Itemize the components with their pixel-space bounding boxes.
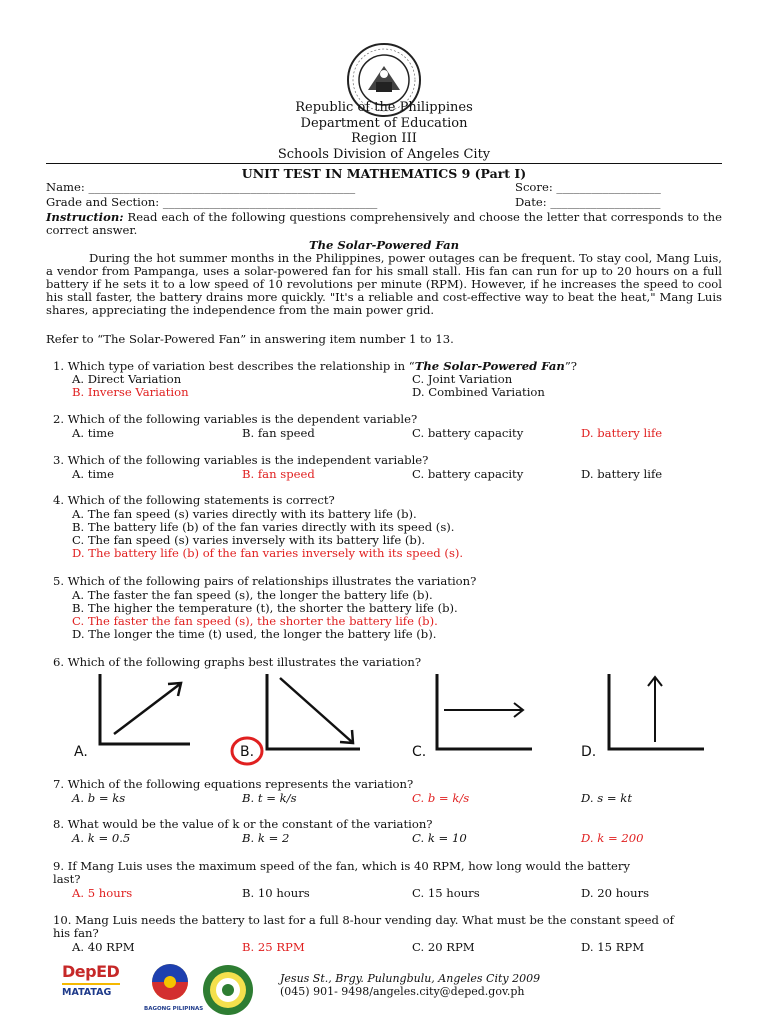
q1-story-ref: The Solar-Powered Fan xyxy=(414,359,565,373)
q6-graph-a-direct[interactable] xyxy=(96,672,192,748)
story-title: The Solar-Powered Fan xyxy=(308,238,460,252)
q8-option-b[interactable]: B. k = 2 xyxy=(242,831,290,845)
q4-option-c[interactable]: C. The fan speed (s) varies inversely with its battery life (b). xyxy=(72,533,426,547)
grade-section-field[interactable]: Grade and Section: _____________________________________ xyxy=(46,195,378,209)
q1-option-c[interactable]: C. Joint Variation xyxy=(412,372,513,386)
q9-option-c[interactable]: C. 15 hours xyxy=(412,886,480,900)
q8-option-d[interactable]: D. k = 200 xyxy=(581,831,644,845)
q1-option-a[interactable]: A. Direct Variation xyxy=(72,372,182,386)
question-4: 4. Which of the following statements is correct? xyxy=(53,493,335,507)
q2-option-c[interactable]: C. battery capacity xyxy=(412,426,524,440)
q1-text: 1. Which type of variation best describes the relationship in “ xyxy=(53,359,415,373)
q10-option-d[interactable]: D. 15 RPM xyxy=(581,940,645,954)
question-7: 7. Which of the following equations represents the variation? xyxy=(53,777,414,791)
q2-option-a[interactable]: A. time xyxy=(72,426,114,440)
q4-option-a[interactable]: A. The fan speed (s) varies directly with its battery life (b). xyxy=(72,507,417,521)
q4-option-d[interactable]: D. The battery life (b) of the fan varies inversely with its speed (s). xyxy=(72,546,464,560)
division-seal xyxy=(202,964,254,1016)
question-10: 10. Mang Luis needs the battery to last for a full 8-hour vending day. What must be the constant speed of xyxy=(53,913,674,927)
q6-option-b[interactable]: B. xyxy=(240,744,255,760)
deped-logo-text: DepED xyxy=(62,962,120,981)
deped-matatag-logo xyxy=(62,962,120,1010)
story-text: During the hot summer months in the Philippines, power outages can be frequent. To stay cool, Mang Luis, a vendor from Pampanga, uses a solar-powered fan for his small stall. His fan can run for up to 20 hours on a full battery if he sets it to a low speed of 10 revolutions per minute (RPM). However, if he increases the speed to cool his stall faster, the battery drains more quickly. "It's a reliable and cost-effective way to beat the heat," Mang Luis shares, appreciating the independence from the main power grid. xyxy=(46,251,722,317)
q6-graph-b-inverse[interactable] xyxy=(262,672,366,752)
instruction xyxy=(46,211,722,237)
name-field[interactable]: Name: ______________________________________________ xyxy=(46,180,356,194)
q1-text-end: ”? xyxy=(564,359,577,373)
footer-address: Jesus St., Brgy. Pulungbulu, Angeles City 2009 xyxy=(280,972,541,985)
instruction-label: Instruction: xyxy=(46,210,124,224)
q4-option-b[interactable]: B. The battery life (b) of the fan varies directly with its speed (s). xyxy=(72,520,455,534)
q9-option-a[interactable]: A. 5 hours xyxy=(72,886,133,900)
q6-option-d[interactable]: D. xyxy=(581,744,597,760)
q1-option-b[interactable]: B. Inverse Variation xyxy=(72,385,189,399)
footer-contact[interactable]: (045) 901- 9498/angeles.city@deped.gov.ph xyxy=(280,985,525,998)
bagong-pilipinas-logo xyxy=(144,962,204,1014)
refer-text: Refer to “The Solar-Powered Fan” in answering item number 1 to 13. xyxy=(46,332,454,346)
q5-option-b[interactable]: B. The higher the temperature (t), the shorter the battery life (b). xyxy=(72,601,458,615)
q5-option-d[interactable]: D. The longer the time (t) used, the longer the battery life (b). xyxy=(72,627,437,641)
q10-option-b[interactable]: B. 25 RPM xyxy=(242,940,305,954)
instruction-text: Read each of the following questions comprehensively and choose the letter that corresponds to the correct answer. xyxy=(46,210,722,237)
q2-option-d[interactable]: D. battery life xyxy=(581,426,663,440)
q9-option-d[interactable]: D. 20 hours xyxy=(581,886,650,900)
question-5: 5. Which of the following pairs of relationships illustrates the variation? xyxy=(53,574,477,588)
q6-option-c[interactable]: C. xyxy=(412,744,427,760)
q3-option-c[interactable]: C. battery capacity xyxy=(412,467,524,481)
header-rule xyxy=(46,163,722,164)
header-line-2: Department of Education xyxy=(300,116,468,131)
header-line-3: Region III xyxy=(351,131,417,146)
q6-option-a[interactable]: A. xyxy=(74,744,88,760)
score-field[interactable]: Score: __________________ xyxy=(515,180,661,194)
date-field[interactable]: Date: ___________________ xyxy=(515,195,661,209)
q6-graph-c-constant[interactable] xyxy=(432,672,534,752)
q7-option-d[interactable]: D. s = kt xyxy=(581,791,632,805)
q2-option-b[interactable]: B. fan speed xyxy=(242,426,315,440)
q7-option-a[interactable]: A. b = ks xyxy=(72,791,126,805)
q9-option-b[interactable]: B. 10 hours xyxy=(242,886,310,900)
question-2: 2. Which of the following variables is the dependent variable? xyxy=(53,412,418,426)
question-6: 6. Which of the following graphs best illustrates the variation? xyxy=(53,655,422,669)
q3-option-d[interactable]: D. battery life xyxy=(581,467,663,481)
question-9: 9. If Mang Luis uses the maximum speed of the fan, which is 40 RPM, how long would the battery xyxy=(53,859,630,873)
question-3: 3. Which of the following variables is the independent variable? xyxy=(53,453,429,467)
header-line-4: Schools Division of Angeles City xyxy=(277,147,491,162)
q8-option-a[interactable]: A. k = 0.5 xyxy=(72,831,131,845)
q7-option-b[interactable]: B. t = k/s xyxy=(242,791,297,805)
question-9-cont: last? xyxy=(53,872,81,886)
matatag-text: MATATAG xyxy=(62,983,120,998)
q10-option-c[interactable]: C. 20 RPM xyxy=(412,940,475,954)
q5-option-a[interactable]: A. The faster the fan speed (s), the longer the battery life (b). xyxy=(72,588,433,602)
q5-option-c[interactable]: C. The faster the fan speed (s), the shorter the battery life (b). xyxy=(72,614,438,628)
q7-option-c[interactable]: C. b = k/s xyxy=(412,791,470,805)
q3-option-a[interactable]: A. time xyxy=(72,467,114,481)
q3-option-b[interactable]: B. fan speed xyxy=(242,467,315,481)
test-title: UNIT TEST IN MATHEMATICS 9 (Part I) xyxy=(241,166,527,181)
header-line-1: Republic of the Philippines xyxy=(295,100,473,115)
question-10-cont: his fan? xyxy=(53,926,99,940)
bagong-pilipinas-text: BAGONG PILIPINAS xyxy=(144,1006,204,1012)
q6-graph-d-vertical[interactable] xyxy=(604,672,706,752)
q8-option-c[interactable]: C. k = 10 xyxy=(412,831,467,845)
question-8: 8. What would be the value of k or the constant of the variation? xyxy=(53,817,433,831)
q1-option-d[interactable]: D. Combined Variation xyxy=(412,385,545,399)
q10-option-a[interactable]: A. 40 RPM xyxy=(72,940,135,954)
